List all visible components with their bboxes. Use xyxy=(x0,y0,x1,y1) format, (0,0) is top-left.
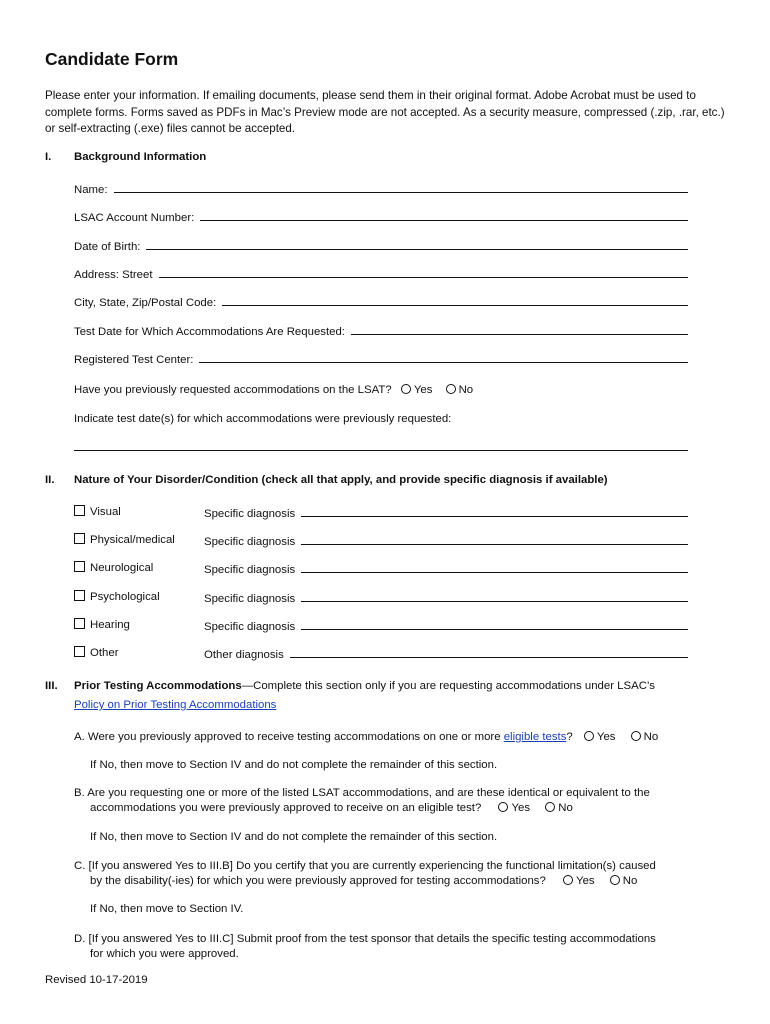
intro-paragraph: Please enter your information. If emailing documents, please send them in their original format. Adobe Acrobat must be used to complete forms. Forms saved as PDFs in Mac’s Preview mode are not accepted. As a security measure, compressed (.zip, .rar, etc.) or self-extracting (.exe) files cannot be accepted. xyxy=(45,89,725,135)
physical-medical-checkbox[interactable] xyxy=(74,533,85,544)
visual-diagnosis-input-line[interactable] xyxy=(301,516,688,517)
psychological-diagnosis-input-line[interactable] xyxy=(301,601,688,602)
previous-yes-radio[interactable] xyxy=(401,384,411,394)
other-diagnosis-label: Other diagnosis xyxy=(204,649,284,661)
disorder-row-physical xyxy=(74,532,688,548)
street-label: Address: Street xyxy=(74,269,153,281)
question-c-yes-radio[interactable] xyxy=(563,875,573,885)
test-center-field[interactable] xyxy=(74,350,688,366)
test-date-label: Test Date for Which Accommodations Are Requested: xyxy=(74,326,345,338)
question-b-yes-radio[interactable] xyxy=(498,802,508,812)
question-b-no-radio[interactable] xyxy=(545,802,555,812)
previous-no-label: No xyxy=(458,384,474,396)
question-a xyxy=(74,731,658,743)
eligible-tests-link[interactable]: eligible tests xyxy=(503,731,567,743)
section-3-title: Prior Testing Accommodations xyxy=(74,680,242,692)
test-center-label: Registered Test Center: xyxy=(74,354,194,366)
other-checkbox[interactable] xyxy=(74,646,85,657)
section-1-number: I. xyxy=(45,151,52,163)
question-c-no-label: No xyxy=(622,875,638,887)
psychological-label: Psychological xyxy=(90,591,160,603)
previous-no-radio[interactable] xyxy=(446,384,456,394)
question-b-line1: B. Are you requesting one or more of the listed LSAT accommodations, and are these identical or equivalent to the xyxy=(74,787,650,799)
other-label: Other xyxy=(90,647,119,659)
lsac-account-field[interactable] xyxy=(74,208,688,224)
question-c-no-radio[interactable] xyxy=(610,875,620,885)
neurological-diagnosis-label: Specific diagnosis xyxy=(204,564,296,576)
visual-checkbox[interactable] xyxy=(74,505,85,516)
question-d-line1: D. [If you answered Yes to III.C] Submit proof from the test sponsor that details the specific testing accommodations xyxy=(74,933,656,945)
hearing-diagnosis-label: Specific diagnosis xyxy=(204,621,296,633)
visual-diagnosis-label: Specific diagnosis xyxy=(204,508,296,520)
other-diagnosis-input-line[interactable] xyxy=(290,657,688,658)
question-a-no-label: No xyxy=(643,731,659,743)
section-3-number: III. xyxy=(45,680,58,692)
city-state-zip-field[interactable] xyxy=(74,293,688,309)
name-input-line[interactable] xyxy=(114,192,688,193)
question-c-line2: by the disability(-ies) for which you were previously approved for testing accommodations? xyxy=(90,875,546,887)
hearing-checkbox[interactable] xyxy=(74,618,85,629)
section-1-title: Background Information xyxy=(74,151,207,163)
neurological-checkbox[interactable] xyxy=(74,561,85,572)
neurological-label: Neurological xyxy=(90,562,154,574)
lsac-account-input-line[interactable] xyxy=(200,220,688,221)
city-state-zip-label: City, State, Zip/Postal Code: xyxy=(74,297,217,309)
question-b-no-label: No xyxy=(558,802,573,814)
question-a-yes-radio[interactable] xyxy=(584,731,594,741)
test-date-field[interactable] xyxy=(74,322,688,338)
date-of-birth-field[interactable] xyxy=(74,237,688,253)
disorder-row-other xyxy=(74,645,688,661)
street-field[interactable] xyxy=(74,265,688,281)
previous-accommodations-question xyxy=(74,384,473,396)
question-d xyxy=(74,932,734,962)
name-field[interactable] xyxy=(74,180,688,196)
question-a-mark: ? xyxy=(566,731,573,743)
disorder-row-visual xyxy=(74,504,688,520)
physical-diagnosis-label: Specific diagnosis xyxy=(204,536,296,548)
question-a-note: If No, then move to Section IV and do not complete the remainder of this section. xyxy=(90,759,498,771)
psychological-checkbox[interactable] xyxy=(74,590,85,601)
question-b-yes-label: Yes xyxy=(511,802,531,814)
question-b-line2: accommodations you were previously approved to receive on an eligible test? xyxy=(90,802,482,814)
question-c-note: If No, then move to Section IV. xyxy=(90,903,244,915)
question-b xyxy=(74,786,734,816)
policy-link[interactable] xyxy=(74,699,276,711)
hearing-label: Hearing xyxy=(90,619,130,631)
question-a-no-radio[interactable] xyxy=(631,731,641,741)
psychological-diagnosis-label: Specific diagnosis xyxy=(204,593,296,605)
lsac-account-label: LSAC Account Number: xyxy=(74,212,195,224)
section-2-title: Nature of Your Disorder/Condition (check all that apply, and provide specific diagnosis if available) xyxy=(74,474,608,486)
question-b-line2-row xyxy=(74,801,734,816)
section-2-number: II. xyxy=(45,474,55,486)
section-3-title-rest: —Complete this section only if you are requesting accommodations under LSAC’s xyxy=(241,680,655,692)
question-a-yes-label: Yes xyxy=(596,731,616,743)
neurological-diagnosis-input-line[interactable] xyxy=(301,572,688,573)
disorder-row-neurological xyxy=(74,560,688,576)
physical-diagnosis-input-line[interactable] xyxy=(301,544,688,545)
indicate-dates-label: Indicate test date(s) for which accommodations were previously requested: xyxy=(74,413,452,425)
question-c-yes-label: Yes xyxy=(576,875,595,887)
disorder-row-psychological xyxy=(74,589,688,605)
disorder-row-hearing xyxy=(74,617,688,633)
question-b-note: If No, then move to Section IV and do not complete the remainder of this section. xyxy=(90,831,498,843)
name-label: Name: xyxy=(74,184,108,196)
city-state-zip-input-line[interactable] xyxy=(222,305,688,306)
test-center-input-line[interactable] xyxy=(199,362,688,363)
visual-label: Visual xyxy=(90,506,121,518)
question-d-line2: for which you were approved. xyxy=(90,948,239,960)
page-title: Candidate Form xyxy=(45,49,179,69)
physical-medical-label: Physical/medical xyxy=(90,534,175,546)
question-a-text: A. Were you previously approved to receive testing accommodations on one or more xyxy=(74,731,504,743)
question-c xyxy=(74,859,734,889)
question-c-line1: C. [If you answered Yes to III.B] Do you certify that you are currently experiencing the functional limitation(s) caused xyxy=(74,860,656,872)
previous-dates-input-line[interactable] xyxy=(74,450,688,451)
street-input-line[interactable] xyxy=(159,277,688,278)
policy-link-text[interactable]: Policy on Prior Testing Accommodations xyxy=(74,699,277,711)
previous-accommodations-text: Have you previously requested accommodations on the LSAT? xyxy=(74,384,392,396)
test-date-input-line[interactable] xyxy=(351,334,688,335)
section-3-heading xyxy=(74,680,655,692)
date-of-birth-input-line[interactable] xyxy=(146,249,688,250)
date-of-birth-label: Date of Birth: xyxy=(74,241,141,253)
hearing-diagnosis-input-line[interactable] xyxy=(301,629,688,630)
revision-footer: Revised 10-17-2019 xyxy=(45,974,148,986)
question-c-line2-row xyxy=(74,874,734,889)
previous-yes-label: Yes xyxy=(413,384,433,396)
